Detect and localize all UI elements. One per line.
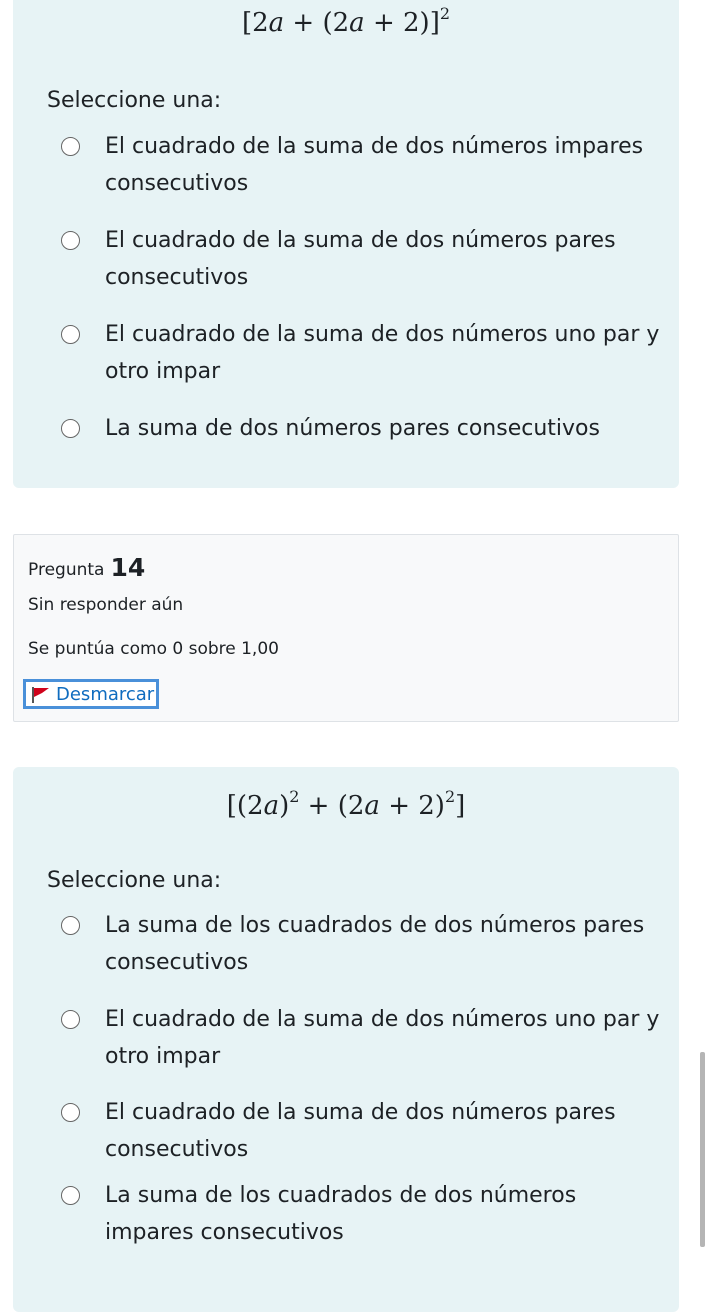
radio-button[interactable] [61, 231, 80, 250]
answer-option[interactable] [61, 128, 644, 208]
question-panel [13, 767, 679, 1312]
radio-button[interactable] [61, 1010, 80, 1029]
question-number-value: 14 [110, 553, 146, 582]
select-prompt: Seleccione una: [47, 868, 222, 893]
answer-option[interactable] [61, 907, 645, 987]
question-info [13, 534, 679, 722]
formula-exponent: 2 [439, 4, 451, 23]
math-formula [13, 787, 679, 821]
unflag-label[interactable]: Desmarcar [56, 684, 155, 705]
formula-part: ] [455, 791, 466, 821]
answer-option-label[interactable]: El cuadrado de la suma de dos números pares consecutivos [105, 228, 616, 290]
formula-part: ) [279, 791, 290, 821]
radio-button[interactable] [61, 419, 80, 438]
answer-option[interactable] [61, 1094, 621, 1174]
formula-var: a [364, 791, 380, 821]
scrollbar[interactable] [700, 1052, 705, 1247]
answer-option[interactable] [61, 222, 621, 302]
answer-option-label[interactable]: El cuadrado de la suma de dos números pares consecutivos [105, 1100, 616, 1162]
formula-var: a [349, 8, 365, 38]
answer-option-label[interactable]: La suma de dos números pares consecutivos [105, 416, 600, 441]
answer-option-label[interactable]: La suma de los cuadrados de dos números impares consecutivos [105, 1183, 577, 1245]
formula-part: + (2 [299, 791, 365, 821]
formula-part: + 2) [379, 791, 445, 821]
formula-part: [(2 [226, 791, 264, 821]
answer-option[interactable] [61, 1001, 660, 1081]
radio-button[interactable] [61, 1103, 80, 1122]
radio-button[interactable] [61, 1186, 80, 1205]
math-formula [13, 4, 679, 38]
answer-option[interactable] [61, 1177, 621, 1257]
question-grade: Se puntúa como 0 sobre 1,00 [28, 639, 279, 659]
answer-option-label[interactable]: El cuadrado de la suma de dos números impares consecutivos [105, 134, 644, 196]
question-state: Sin responder aún [28, 595, 184, 615]
formula-part: [2 [241, 8, 269, 38]
formula-exponent: 2 [444, 787, 456, 806]
answer-option-label[interactable]: La suma de los cuadrados de dos números pares consecutivos [105, 913, 645, 975]
select-prompt: Seleccione una: [47, 88, 222, 113]
answer-option[interactable] [61, 410, 621, 450]
formula-part: + 2)] [364, 8, 440, 38]
formula-part: + (2 [284, 8, 350, 38]
answer-option-label[interactable]: El cuadrado de la suma de dos números uno par y otro impar [105, 1007, 660, 1069]
question-label: Pregunta [28, 560, 105, 580]
unflag-button[interactable] [23, 679, 159, 709]
answer-option-label[interactable]: El cuadrado de la suma de dos números uno par y otro impar [105, 322, 660, 384]
question-panel-top [13, 0, 679, 488]
answer-option[interactable] [61, 316, 660, 396]
radio-button[interactable] [61, 325, 80, 344]
question-number [28, 553, 145, 582]
formula-var: a [268, 8, 285, 38]
formula-var: a [263, 791, 280, 821]
flag-icon [31, 687, 51, 703]
radio-button[interactable] [61, 137, 80, 156]
radio-button[interactable] [61, 916, 80, 935]
formula-exponent: 2 [289, 787, 300, 806]
